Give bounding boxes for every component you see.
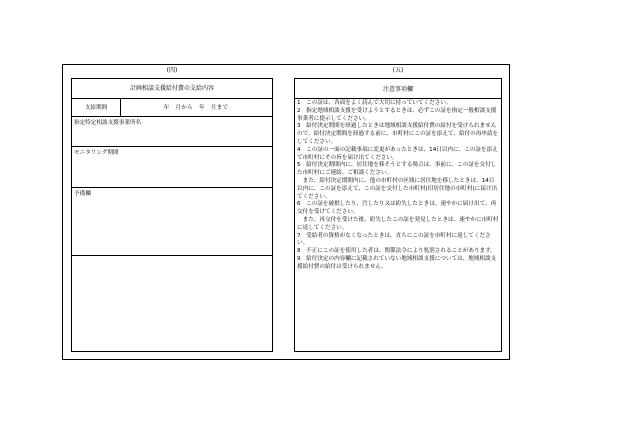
notices-list	[297, 100, 499, 272]
notice-item: 1 この証は、各面をよく読んで大切に持っていてください。	[297, 100, 452, 106]
notice-item: 5 給付決定期間内に、居住地を移そうとする場合は、事前に、この証を交付した市町村にご連絡、ご相談ください。	[297, 162, 497, 177]
provider-label: 指定特定相談支援事業所名	[74, 120, 142, 126]
notice-item: 3 給付決定期間を経過したときは地域相談支援給付費の給付を受けられませんので、給付決定期間を経過する前に、市町村にこの証を添えて、給付の再申請をしてください。	[297, 123, 499, 145]
payment-details-title: 計画相談支援給付費の支給内容	[72, 79, 272, 99]
notice-item: また、給付決定期間内に、他の市町村の区域に居住地を移したときは、14日以内に、この証を添えて、この証を交付した市町村(旧居住地の市町村)に届け出てください。	[297, 177, 498, 200]
page-label-four: (四)	[166, 67, 178, 74]
reserve-row	[72, 188, 272, 256]
period-label: 支給期間	[72, 99, 121, 116]
reserve-label: 予備欄	[74, 191, 91, 197]
blank-area	[72, 256, 272, 351]
page-label-five: (五)	[392, 67, 404, 74]
notice-item: 2 指定地域相談支援を受けようとするときは、必ずこの証を指定一般相談支援事業者に提示してください。	[297, 107, 497, 122]
notices-panel	[294, 78, 502, 352]
notices-title: 注意事項欄	[295, 79, 501, 99]
payment-details-panel	[71, 78, 273, 352]
provider-row	[72, 117, 272, 147]
period-value: 年 月から 年 月まで	[163, 104, 229, 111]
monitoring-label: モニタリング期間	[74, 150, 119, 156]
certificate-sheet	[62, 64, 510, 360]
notice-item: 6 この証を破損したり、汚したり又は紛失したときは、速やかに届け出て、再交付を受けてください。	[297, 201, 497, 216]
notice-item: 9 給付決定の内容欄に記載されていない地域相談支援については、地域相談支援給付費の給付は受けられません。	[297, 255, 497, 270]
notice-item: また、再交付を受けた後、紛失したこの証を発見したときは、速やかに市町村に返してください。	[297, 216, 499, 231]
notice-item: 8 不正にこの証を使用した者は、関係法令により処罰されることがあります。	[297, 248, 496, 255]
notice-item: 7 受給者の資格がなくなったときは、直ちにこの証を市町村に返してください。	[297, 232, 491, 247]
monitoring-row	[72, 147, 272, 188]
period-row	[72, 99, 272, 117]
notice-item: 4 この証の一面の記載事項に変更があったときは、14日以内に、この証を添えて市町村にその旨を届け出てください。	[297, 146, 498, 161]
